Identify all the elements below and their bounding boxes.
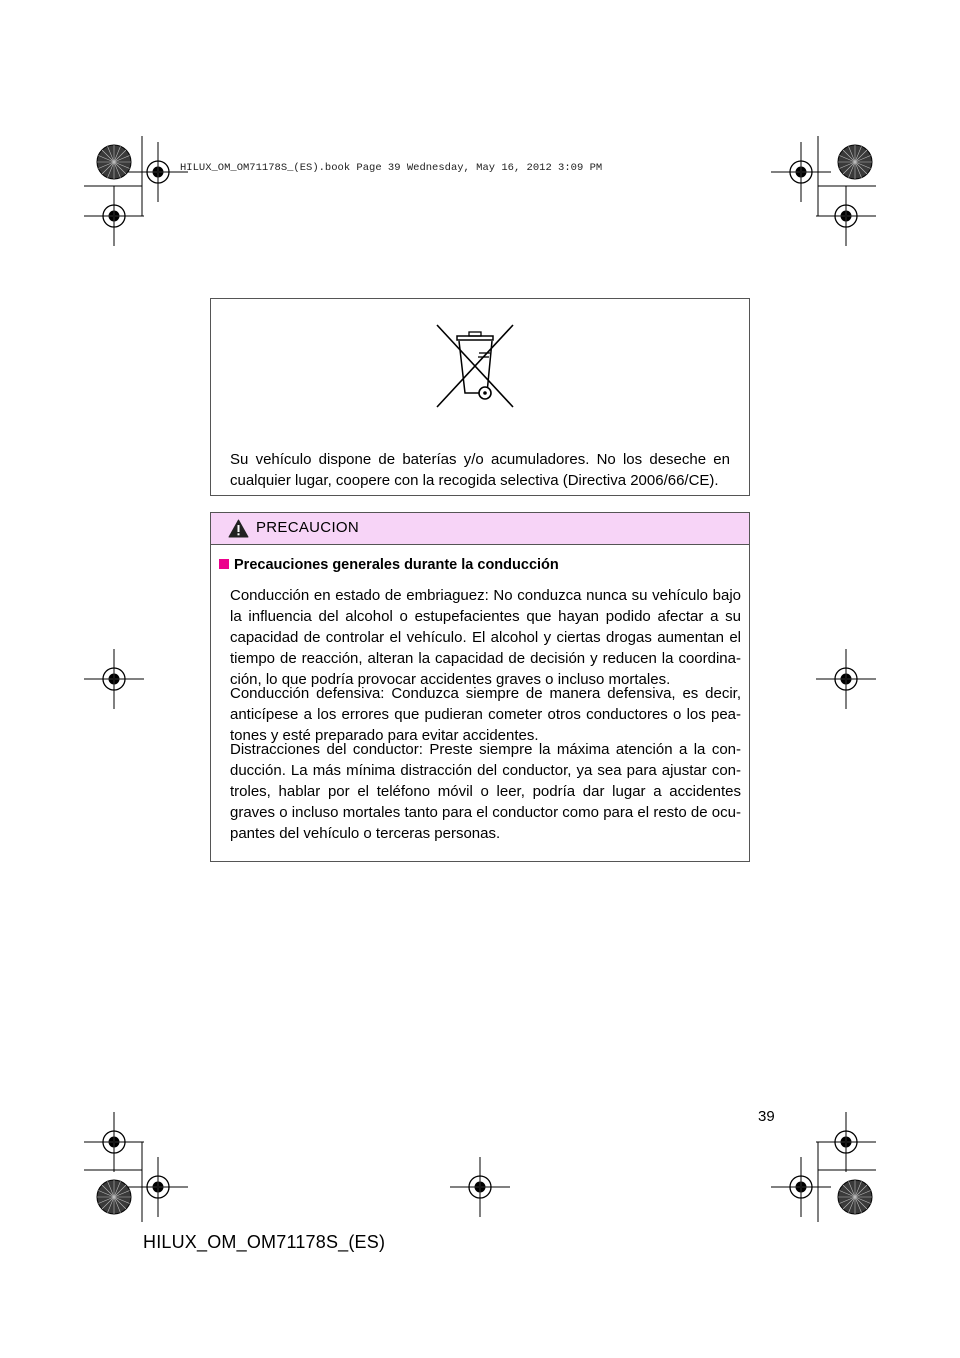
caution-heading-text: Precauciones generales durante la conducción [234, 557, 559, 573]
registration-mark [128, 142, 188, 202]
recycling-notice [210, 298, 750, 496]
caution-paragraph: Distracciones del conductor: Preste siempre la máxima atención a la con-ducción. La más mínima distracción del conductor, ya sea para ajustar con-troles, hablar por el teléfono móvil o leer, podría dar lugar a accidentes graves o incluso mortales tanto para el conductor como para el resto de ocu-pantes del vehículo o terceras personas. [230, 741, 741, 842]
registration-mark [771, 1157, 831, 1217]
sun-mark [97, 145, 131, 179]
registration-mark [84, 649, 144, 709]
registration-mark [84, 1112, 144, 1172]
file-header: HILUX_OM_OM71178S_(ES).book Page 39 Wednesday, May 16, 2012 3:09 PM [180, 162, 603, 174]
registration-mark [128, 1157, 188, 1217]
registration-mark [84, 186, 144, 246]
warning-triangle-icon [228, 519, 249, 538]
caution-title: PRECAUCION [256, 519, 360, 536]
sun-mark [97, 1180, 131, 1214]
page-number: 39 [758, 1108, 775, 1125]
recycling-notice-text: Su vehículo dispone de baterías y/o acumuladores. No los deseche en cualquier lugar, coopere con la recogida selectiva (Directiva 2006/66/CE). [230, 451, 730, 489]
caution-paragraph: Conducción defensiva: Conduzca siempre de manera defensiva, es decir, anticípese a los errores que pudieran cometer otros conductores o los pea-tones y esté preparado para evitar accidentes. [230, 685, 741, 744]
caution-box [210, 512, 750, 862]
registration-mark [816, 649, 876, 709]
caution-paragraph: Conducción en estado de embriaguez: No conduzca nunca su vehículo bajo la influencia del alcohol o estupefacientes que hayan podido afectar a su capacidad de controlar el vehículo. El alcohol y ciertas drogas aumentan el tiempo de reacción, alteran la capacidad de decisión y reducen la coordina-ción, lo que podría provocar accidentes graves o incluso mortales. [230, 587, 741, 688]
sun-mark [838, 145, 872, 179]
registration-mark [450, 1157, 510, 1217]
registration-mark [771, 142, 831, 202]
crossed-out-wheelie-bin-icon [431, 323, 519, 409]
registration-mark [816, 186, 876, 246]
footer-code: HILUX_OM_OM71178S_(ES) [143, 1232, 386, 1252]
caution-header [211, 513, 749, 545]
sun-mark [838, 1180, 872, 1214]
caution-heading [219, 557, 559, 573]
registration-mark [816, 1112, 876, 1172]
pink-square-bullet-icon [219, 559, 229, 569]
